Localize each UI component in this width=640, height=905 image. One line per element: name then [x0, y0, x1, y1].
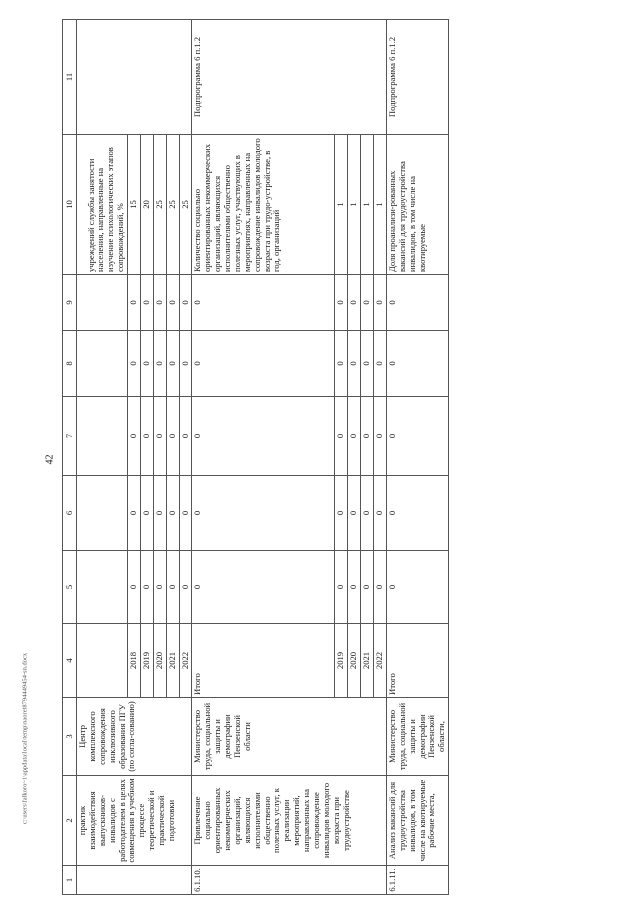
item-description: Анализ вакансий для трудоустройства инвалидов, в том числе на квотируемые рабочие места,: [386, 776, 448, 866]
year-cell: 2020: [153, 624, 166, 698]
table-row: 2021 0 0 0 0 0 1: [361, 20, 374, 895]
table-row: 2019 0 0 0 0 0 20: [140, 20, 153, 895]
header-cell: 10: [63, 135, 77, 275]
table-row: [77, 20, 128, 895]
table-row: 2020 0 0 0 0 0 25: [153, 20, 166, 895]
item-number: 6.1.11.: [386, 866, 448, 895]
total-label: Итого: [192, 624, 335, 698]
item-executor: Центр комплексного сопровождения инклюзивного образования ПГУ (по согла-сованию): [77, 698, 192, 776]
table-row: 2020 0 0 0 0 0 1: [348, 20, 361, 895]
header-cell: 4: [63, 624, 77, 698]
table-row: 2022 0 0 0 0 0 25: [179, 20, 192, 895]
table-row: 2021 0 0 0 0 0 25: [166, 20, 179, 895]
table-container: [62, 20, 602, 895]
item-number: 6.1.10.: [192, 866, 387, 895]
subprogram-ref: Подпрограмма 6 п.1.2: [386, 20, 448, 135]
year-cell: 2022: [179, 624, 192, 698]
header-cell: 11: [63, 20, 77, 135]
header-cell: 7: [63, 397, 77, 476]
table-row: 6.1.11. Анализ вакансий для трудоустройства инвалидов, в том числе на квотируемые рабочие места, Министерство труда, социальной защиты и демографии Пензенской области, Итого 0 0 0 0 0 Доля проанализи-рованных вакансий для трудоустройства инвалидов, в том числе на квотируемые Подпрограмма 6 п.1.2: [386, 20, 448, 895]
item-executor: Министерство труда, социальной защиты и демографии Пензенской области,: [386, 698, 448, 776]
header-cell: 3: [63, 698, 77, 776]
item-number: [77, 866, 192, 895]
header-cell: 5: [63, 551, 77, 624]
indicator-text: учреждений службы занятости населения, направленные на изучение психологических этапов сопровождений, %: [77, 135, 128, 275]
rotated-page: [62, 20, 602, 895]
year-cell: 2019: [140, 624, 153, 698]
header-cell: 2: [63, 776, 77, 866]
year-cell: 2022: [374, 624, 387, 698]
header-cell: 1: [63, 866, 77, 895]
subprogram-ref: Подпрограмма 6 п.1.2: [192, 20, 387, 135]
year-cell: 2021: [361, 624, 374, 698]
item-description: Привлечение социально ориентированных некоммерческих организаций, являющихся исполнителями общественно полезных услуг, к реализации мероприятий, направленных на сопровождение инвалидов молодого возраста при трудоустройстве: [192, 776, 387, 866]
year-cell: 2021: [166, 624, 179, 698]
item-description: практик взаимодействия выпускников-инвалидов с работодателем в целях совмещения в учебном процессе теоретической и практической подготовки: [77, 776, 192, 866]
footer-path: c:\users\falkoro~1\appdata\local\temp\naoret8794449454-sn.docx: [21, 652, 29, 825]
total-label: Итого: [386, 624, 448, 698]
indicator-text: Количество социально ориентированных некоммерческих организаций, являющихся исполнителями общественно полезных услуг, участвующих в мероприятиях, направленных на сопровождение инвалидов молодого возраста при трудо-устройстве, в год, организаций: [192, 135, 335, 275]
table-row: 6.1.10. Привлечение социально ориентированных некоммерческих организаций, являющихся исполнителями общественно полезных услуг, к реализации мероприятий, направленных на сопровождение инвалидов молодого возраста при трудоустройстве Министерство труда, социальной защиты и демографии Пензенской области Итого 0 0 0 0 0 Количество социально ориентированных некоммерческих организаций, являющихся исполнителями общественно полезных услуг, участвующих в мероприятиях, направленных на сопровождение инвалидов молодого возраста при трудо-устройстве, в год, организаций Подпрограмма 6 п.1.2: [192, 20, 335, 895]
subprogram-ref: [77, 20, 192, 135]
table-row: 2022 0 0 0 0 0 1: [374, 20, 387, 895]
program-table: [62, 19, 449, 895]
table-row: 2018 0 0 0 0 0 15: [128, 20, 141, 895]
item-executor: Министерство труда, социальной защиты и демографии Пензенской области: [192, 698, 387, 776]
header-cell: 9: [63, 275, 77, 331]
year-cell: 2018: [128, 624, 141, 698]
table-row: 2019 0 0 0 0 0 1: [335, 20, 348, 895]
page-number: 42: [44, 454, 56, 465]
year-cell: 2019: [335, 624, 348, 698]
header-row: [63, 20, 77, 895]
indicator-text: Доля проанализи-рованных вакансий для трудоустройства инвалидов, в том числе на квотируемые: [386, 135, 448, 275]
year-cell: 2020: [348, 624, 361, 698]
header-cell: 8: [63, 331, 77, 397]
header-cell: 6: [63, 476, 77, 551]
